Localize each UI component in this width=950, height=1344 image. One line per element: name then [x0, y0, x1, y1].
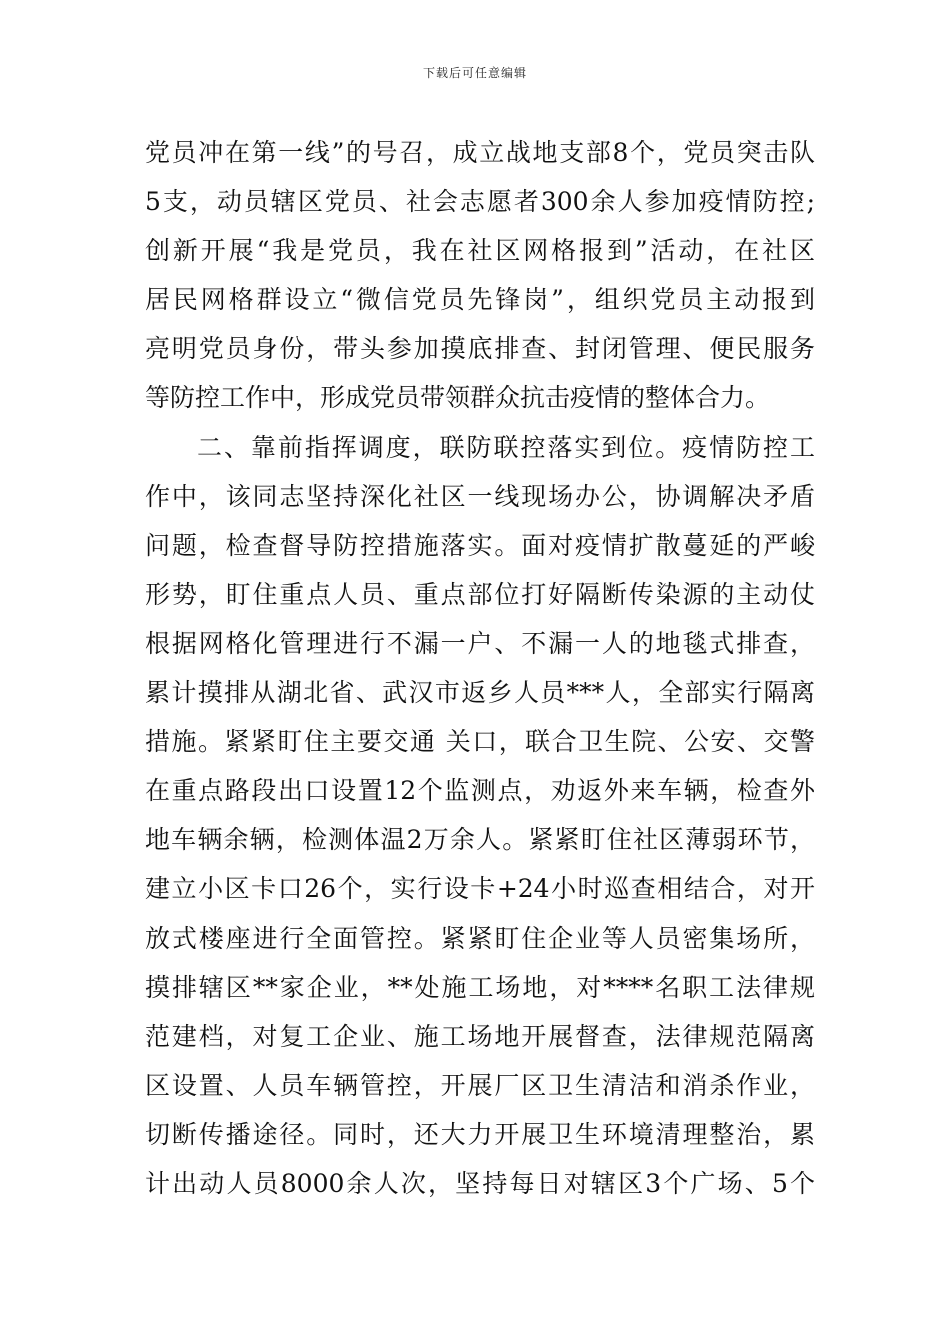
text-line: 切断传播途径。同时，还大力开展卫生环境清理整治，累 [145, 1119, 815, 1149]
text-line: 摸排辖区**家企业，**处施工场地，对****名职工法律规 [145, 972, 815, 1002]
text-line: 二、靠前指挥调度，联防联控落实到位。疫情防控工 [197, 432, 815, 462]
text-line: 计出动人员8000余人次，坚持每日对辖区3个广场、5个 [145, 1168, 815, 1198]
text-line: 居民网格群设立“微信党员先锋岗”，组织党员主动报到 [145, 285, 815, 315]
text-line: 放式楼座进行全面管控。紧紧盯住企业等人员密集场所， [145, 923, 815, 953]
text-line: 党员冲在第一线”的号召，成立战地支部8个，党员突击队 [145, 138, 815, 167]
text-line: 问题，检查督导防控措施落实。面对疫情扩散蔓延的严峻 [145, 530, 815, 560]
paragraph-1 [145, 128, 815, 423]
text-line: 建立小区卡口26个，实行设卡+24小时巡查相结合，对开 [145, 874, 815, 904]
document-body [145, 128, 815, 1208]
text-line: 措施。紧紧盯住主要交通 关口，联合卫生院、公安、交警 [145, 727, 815, 757]
text-line: 作中，该同志坚持深化社区一线现场办公，协调解决矛盾 [145, 481, 815, 511]
text-line: 创新开展“我是党员，我在社区网格报到”活动，在社区 [145, 236, 815, 266]
text-line: 亮明党员身份，带头参加摸底排查、封闭管理、便民服务 [145, 334, 815, 364]
text-line: 形势，盯住重点人员、重点部位打好隔断传染源的主动仗 [145, 579, 815, 609]
text-line: 5支，动员辖区党员、社会志愿者300余人参加疫情防控; [145, 187, 815, 217]
text-line: 累计摸排从湖北省、武汉市返乡人员***人，全部实行隔离 [145, 678, 815, 708]
text-line: 范建档，对复工企业、施工场地开展督查，法律规范隔离 [145, 1021, 815, 1051]
text-line: 等防控工作中，形成党员带领群众抗击疫情的整体合力。 [145, 383, 771, 413]
text-line: 根据网格化管理进行不漏一户、不漏一人的地毯式排查， [145, 628, 815, 658]
paragraph-2 [145, 423, 815, 1209]
text-line: 在重点路段出口设置12个监测点，劝返外来车辆，检查外 [145, 776, 815, 806]
text-line: 区设置、人员车辆管控，开展厂区卫生清洁和消杀作业， [145, 1070, 815, 1100]
page-header: 下载后可任意编辑 [422, 66, 527, 80]
text-line: 地车辆余辆，检测体温2万余人。紧紧盯住社区薄弱环节， [145, 825, 815, 855]
